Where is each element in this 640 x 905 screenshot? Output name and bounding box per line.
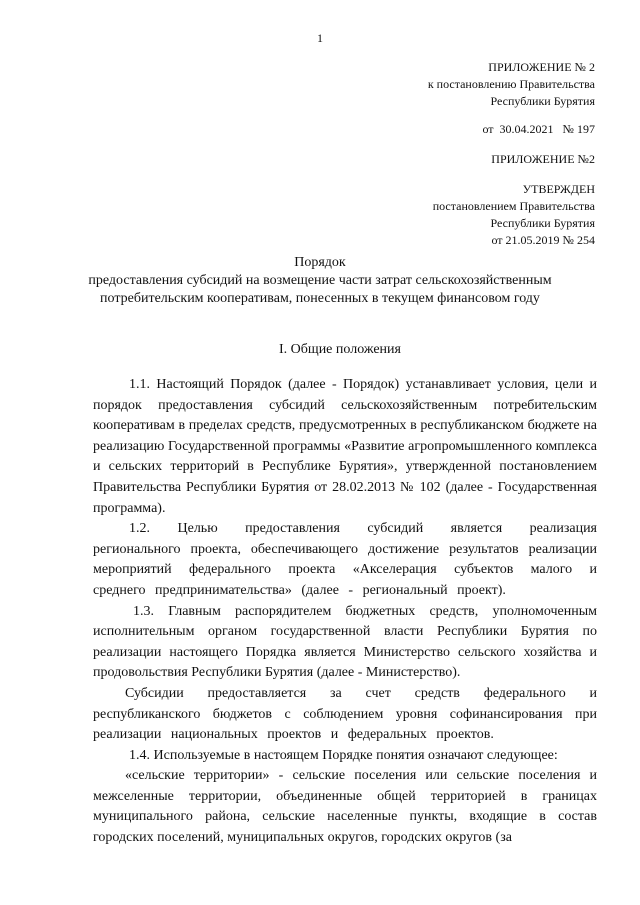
approved-by: постановлением Правительства — [432, 199, 595, 213]
approval-block — [433, 181, 595, 249]
attachment-header — [428, 59, 595, 110]
paragraph: 1.1. Настоящий Порядок (далее - Порядок) устанавливает условия, цели и порядок предоставления субсидий сельскохозяйственным потребительским кооперативам в пределах средств, предусмотренных в республиканском бюджете на реализацию Государственной программы «Развитие агропромышленного комплекса и сельских территорий в Республике Бурятия», утвержденной постановлением Правительства Республики Бурятия от 28.02.2013 № 102 (далее - Государственная программа). — [93, 377, 597, 516]
title-word: Порядок — [294, 255, 346, 270]
paragraph: 1.2. Целью предоставления субсидий является реализация регионального проекта, обеспечивающего достижение результатов реализации мероприятий федерального проекта «Акселерация субъектов малого и среднего предпринимательства» (далее - региональный проект). — [93, 521, 597, 598]
document-title — [0, 254, 640, 308]
page-number: 1 — [317, 31, 323, 45]
approved-republic: Республики Бурятия — [490, 216, 595, 230]
title-line-3: потребительским кооперативам, понесенных в текущем финансовом году — [100, 291, 540, 306]
attachment2-title: ПРИЛОЖЕНИЕ №2 — [491, 152, 595, 166]
attachment-date: от 30.04.2021 № 197 — [482, 122, 595, 136]
paragraph: 1.4. Используемые в настоящем Порядке понятия означают следующее: — [129, 747, 558, 763]
document-body — [93, 375, 597, 849]
paragraph: 1.3. Главным распорядителем бюджетных средств, уполномоченным исполнительным органом государственной власти Республики Бурятия по реализации настоящего Порядка является Министерство сельского хозяйства и продовольствия Республики Бурятия (далее - Министерство). — [93, 603, 597, 681]
approved-label: УТВЕРЖДЕН — [522, 182, 595, 196]
section-heading: I. Общие положения — [279, 342, 401, 357]
paragraph: Субсидии предоставляется за счет средств федерального и республиканского бюджетов с соблюдением уровня софинансирования при реализации национальных проектов и федеральных проектов. — [93, 685, 597, 743]
title-line-2: предоставления субсидий на возмещение части затрат сельскохозяйственным — [88, 273, 552, 288]
attachment-title: ПРИЛОЖЕНИЕ № 2 — [488, 60, 595, 74]
attachment-republic: Республики Бурятия — [490, 94, 595, 108]
attachment-ref: к постановлению Правительства — [427, 77, 595, 91]
paragraph: «сельские территории» - сельские поселения или сельские поселения и межселенные территории, объединенные общей территорией в границах муниципального района, сельские населенные пункты, входящие в состав городских поселений, муниципальных округов, городских округов (за — [93, 768, 597, 846]
approved-date: от 21.05.2019 № 254 — [491, 233, 595, 247]
